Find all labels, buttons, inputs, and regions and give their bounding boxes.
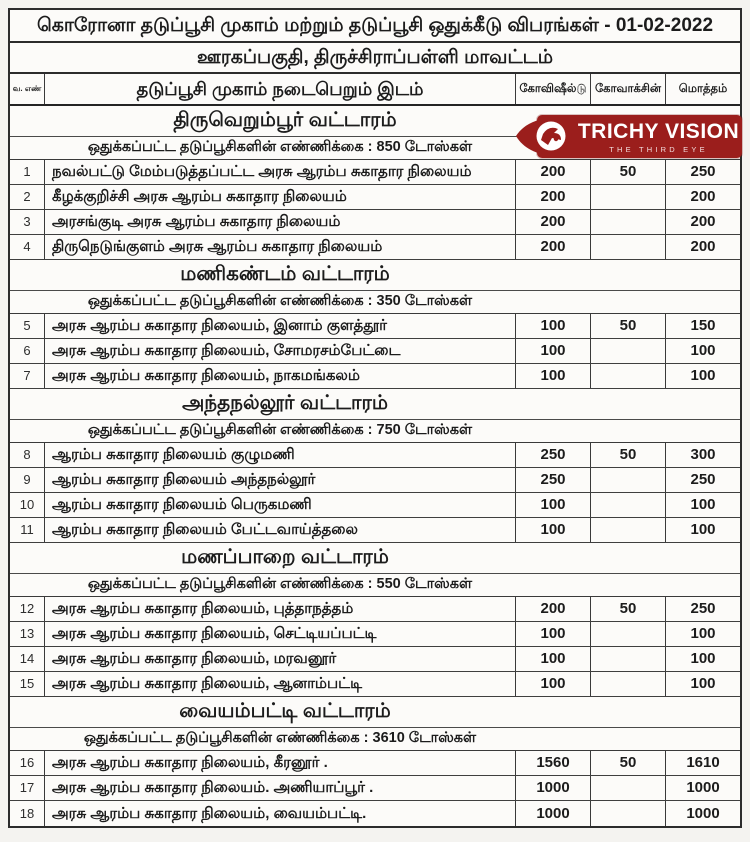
row-covishield-value: 250 [515, 443, 590, 467]
row-camp-place: அரசு ஆரம்ப சுகாதார நிலையம், மரவனூர் [44, 647, 515, 671]
section-header-row [10, 543, 740, 574]
row-total-value: 1000 [665, 801, 740, 826]
row-covaxin-value: 50 [590, 597, 665, 621]
row-serial-number: 10 [19, 497, 35, 513]
table-row [10, 468, 740, 493]
row-camp-place: அரசு ஆரம்ப சுகாதார நிலையம், நாகமங்கலம் [44, 364, 515, 388]
row-total-value: 100 [665, 364, 740, 388]
eye-icon [513, 112, 579, 161]
row-covishield-value: 1000 [515, 801, 590, 826]
row-covishield-value: 200 [515, 210, 590, 234]
row-total-value: 250 [665, 160, 740, 184]
row-camp-place: நவல்பட்டு மேம்படுத்தப்பட்ட அரசு ஆரம்ப சுகாதார நிலையம் [44, 160, 515, 184]
row-camp-place: அரசு ஆரம்ப சுகாதார நிலையம், ஆனாம்பட்டி [44, 672, 515, 696]
row-serial-number: 5 [23, 318, 31, 334]
row-total-value: 100 [665, 622, 740, 646]
row-camp-place: திருநெடுங்குளம் அரசு ஆரம்ப சுகாதார நிலையம் [44, 235, 515, 259]
row-covishield-value: 200 [515, 597, 590, 621]
row-serial-number: 4 [23, 239, 31, 255]
row-total-value: 200 [665, 210, 740, 234]
row-serial-number: 7 [23, 368, 31, 384]
logo-name: TRICHY VISION [577, 120, 740, 143]
section-name: மணிகண்டம் வட்டாரம் [180, 262, 390, 285]
table-row [10, 339, 740, 364]
section-allocation: ஒதுக்கப்பட்ட தடுப்பூசிகளின் எண்ணிக்கை : 350 டோஸ்கள் [87, 293, 473, 309]
table-row [10, 493, 740, 518]
row-camp-place: அரசு ஆரம்ப சுகாதார நிலையம், இனாம் குளத்தூர் [44, 314, 515, 338]
table-row [10, 518, 740, 543]
row-serial-number: 11 [20, 522, 34, 538]
section-header-row [10, 389, 740, 420]
row-total-value: 200 [665, 185, 740, 209]
row-serial-number: 6 [23, 343, 31, 359]
row-covaxin-value [590, 518, 665, 542]
title-row [10, 10, 740, 43]
row-camp-place: அரசு ஆரம்ப சுகாதார நிலையம், வையம்பட்டி. [44, 801, 515, 826]
column-header-serial: வ. எண் [12, 83, 42, 93]
table-row [10, 235, 740, 260]
row-covaxin-value [590, 493, 665, 517]
row-covaxin-value [590, 672, 665, 696]
row-covishield-value: 100 [515, 339, 590, 363]
section-name: மணப்பாறை வட்டாரம் [181, 545, 389, 568]
table-row [10, 210, 740, 235]
table-row [10, 751, 740, 776]
section-name: வையம்பட்டி வட்டாரம் [179, 699, 391, 722]
row-total-value: 250 [665, 468, 740, 492]
table-row [10, 364, 740, 389]
row-total-value: 100 [665, 339, 740, 363]
row-total-value: 1610 [665, 751, 740, 775]
section-allocation-row [10, 420, 740, 443]
row-covishield-value: 100 [515, 647, 590, 671]
row-total-value: 150 [665, 314, 740, 338]
section-allocation-row [10, 574, 740, 597]
trichy-vision-logo [513, 112, 742, 161]
row-serial-number: 8 [23, 447, 31, 463]
row-covaxin-value: 50 [590, 443, 665, 467]
row-covishield-value: 100 [515, 518, 590, 542]
row-camp-place: ஆரம்ப சுகாதார நிலையம் பேட்டவாய்த்தலை [44, 518, 515, 542]
row-total-value: 100 [665, 493, 740, 517]
row-serial-number: 17 [19, 780, 35, 796]
row-covishield-value: 250 [515, 468, 590, 492]
row-total-value: 300 [665, 443, 740, 467]
row-total-value: 1000 [665, 776, 740, 800]
row-covishield-value: 100 [515, 672, 590, 696]
section-allocation: ஒதுக்கப்பட்ட தடுப்பூசிகளின் எண்ணிக்கை : 3610 டோஸ்கள் [83, 730, 477, 746]
section-allocation-row [10, 291, 740, 314]
table-body [10, 106, 740, 826]
row-covishield-value: 1000 [515, 776, 590, 800]
table-row [10, 597, 740, 622]
row-covaxin-value: 50 [590, 751, 665, 775]
table-row [10, 776, 740, 801]
table-row [10, 672, 740, 697]
row-camp-place: ஆரம்ப சுகாதார நிலையம் அந்தநல்லூர் [44, 468, 515, 492]
row-camp-place: அரசு ஆரம்ப சுகாதார நிலையம், கீரனூர் . [44, 751, 515, 775]
row-serial-number: 16 [19, 755, 35, 771]
row-covaxin-value [590, 364, 665, 388]
row-covishield-value: 100 [515, 314, 590, 338]
row-camp-place: அரசு ஆரம்ப சுகாதார நிலையம். அணியாப்பூர் . [44, 776, 515, 800]
logo-tagline: THE THIRD EYE [609, 145, 708, 154]
row-covaxin-value: 50 [590, 160, 665, 184]
row-serial-number: 9 [23, 472, 31, 488]
column-header-row [10, 74, 740, 106]
table-row [10, 314, 740, 339]
section-allocation: ஒதுக்கப்பட்ட தடுப்பூசிகளின் எண்ணிக்கை : 550 டோஸ்கள் [87, 576, 473, 592]
row-covishield-value: 100 [515, 622, 590, 646]
row-covaxin-value [590, 776, 665, 800]
table-row [10, 622, 740, 647]
column-header-place: தடுப்பூசி முகாம் நடைபெறும் இடம் [44, 74, 515, 104]
row-covishield-value: 200 [515, 160, 590, 184]
row-serial-number: 2 [23, 189, 31, 205]
row-camp-place: அரசு ஆரம்ப சுகாதார நிலையம், செட்டியப்பட்டி [44, 622, 515, 646]
row-covaxin-value [590, 468, 665, 492]
row-total-value: 200 [665, 235, 740, 259]
table-row [10, 647, 740, 672]
row-camp-place: ஆரம்ப சுகாதார நிலையம் குழுமணி [44, 443, 515, 467]
row-covaxin-value [590, 185, 665, 209]
section-name: அந்தநல்லூர் வட்டாரம் [182, 391, 388, 414]
row-covaxin-value [590, 210, 665, 234]
row-covaxin-value [590, 339, 665, 363]
row-camp-place: ஆரம்ப சுகாதார நிலையம் பெருகமணி [44, 493, 515, 517]
section-allocation: ஒதுக்கப்பட்ட தடுப்பூசிகளின் எண்ணிக்கை : 750 டோஸ்கள் [87, 422, 473, 438]
document-title: கொரோனா தடுப்பூசி முகாம் மற்றும் தடுப்பூசி ஒதுக்கீடு விபரங்கள் - 01-02-2022 [36, 14, 714, 36]
row-covaxin-value [590, 235, 665, 259]
row-serial-number: 12 [19, 601, 35, 617]
row-camp-place: அரசங்குடி அரசு ஆரம்ப சுகாதார நிலையம் [44, 210, 515, 234]
row-total-value: 100 [665, 647, 740, 671]
column-header-covaxin: கோவாக்சின் [590, 74, 665, 104]
row-camp-place: அரசு ஆரம்ப சுகாதார நிலையம், புத்தாநத்தம் [44, 597, 515, 621]
table-row [10, 185, 740, 210]
row-serial-number: 13 [19, 626, 35, 642]
row-covaxin-value [590, 647, 665, 671]
section-name: திருவெறும்பூர் வட்டாரம் [173, 108, 397, 131]
logo-text-block [579, 116, 738, 158]
row-serial-number: 3 [23, 214, 31, 230]
section-header-row [10, 260, 740, 291]
table-row [10, 160, 740, 185]
section-allocation: ஒதுக்கப்பட்ட தடுப்பூசிகளின் எண்ணிக்கை : 850 டோஸ்கள் [87, 139, 473, 155]
row-total-value: 100 [665, 518, 740, 542]
row-covaxin-value: 50 [590, 314, 665, 338]
row-total-value: 250 [665, 597, 740, 621]
row-covaxin-value [590, 622, 665, 646]
section-header-row [10, 697, 740, 728]
row-serial-number: 14 [19, 651, 35, 667]
section-allocation-row [10, 728, 740, 751]
row-camp-place: கீழக்குறிச்சி அரசு ஆரம்ப சுகாதார நிலையம் [44, 185, 515, 209]
row-covishield-value: 100 [515, 364, 590, 388]
column-header-total: மொத்தம் [665, 74, 740, 104]
row-serial-number: 18 [19, 805, 35, 821]
row-covishield-value: 1560 [515, 751, 590, 775]
table-row [10, 443, 740, 468]
row-serial-number: 15 [19, 676, 35, 692]
table-row [10, 801, 740, 826]
row-covishield-value: 200 [515, 185, 590, 209]
row-total-value: 100 [665, 672, 740, 696]
row-serial-number: 1 [23, 164, 31, 180]
row-covishield-value: 100 [515, 493, 590, 517]
row-covaxin-value [590, 801, 665, 826]
row-camp-place: அரசு ஆரம்ப சுகாதார நிலையம், சோமரசம்பேட்டை [44, 339, 515, 363]
column-header-covishield: கோவிஷீல்டு [515, 74, 590, 104]
row-covishield-value: 200 [515, 235, 590, 259]
document-subtitle: ஊரகப்பகுதி, திருச்சிராப்பள்ளி மாவட்டம் [196, 46, 554, 68]
subtitle-row [10, 43, 740, 74]
